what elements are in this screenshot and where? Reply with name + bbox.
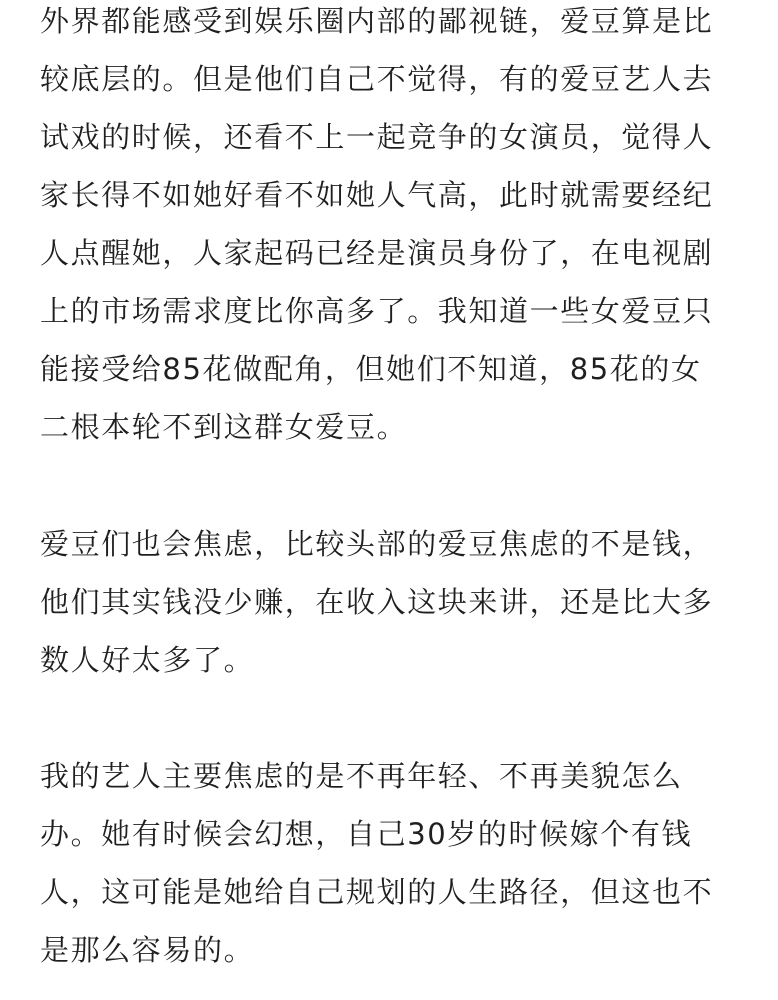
- text-line: 二根本轮不到这群女爱豆。: [40, 410, 408, 444]
- text-line: 人，这可能是她给自己规划的人生路径，但这也不: [40, 875, 714, 909]
- paragraph-2: [40, 515, 713, 689]
- text-line: 较底层的。但是他们自己不觉得，有的爱豆艺人去: [40, 62, 714, 96]
- text-line: 我的艺人主要焦虑的是不再年轻、不再美貌怎么: [40, 759, 683, 793]
- text-line: 能接受给85花做配角，但她们不知道，85花的女: [40, 352, 702, 386]
- text-line: 他们其实钱没少赚，在收入这块来讲，还是比大多: [40, 585, 714, 619]
- text-line: 试戏的时候，还看不上一起竞争的女演员，觉得人: [40, 120, 714, 154]
- text-line: 外界都能感受到娱乐圈内部的鄙视链，爱豆算是比: [40, 4, 714, 38]
- paragraph-1: [40, 0, 713, 456]
- text-line: 是那么容易的。: [40, 933, 255, 967]
- text-line: 人点醒她，人家起码已经是演员身份了，在电视剧: [40, 236, 714, 270]
- text-line: 家长得不如她好看不如她人气高，此时就需要经纪: [40, 178, 714, 212]
- text-line: 爱豆们也会焦虑，比较头部的爱豆焦虑的不是钱，: [40, 527, 714, 561]
- text-line: 数人好太多了。: [40, 643, 255, 677]
- paragraph-3: [40, 747, 713, 979]
- text-line: 办。她有时候会幻想，自己30岁的时候嫁个有钱: [40, 817, 693, 851]
- text-line: 上的市场需求度比你高多了。我知道一些女爱豆只: [40, 294, 714, 328]
